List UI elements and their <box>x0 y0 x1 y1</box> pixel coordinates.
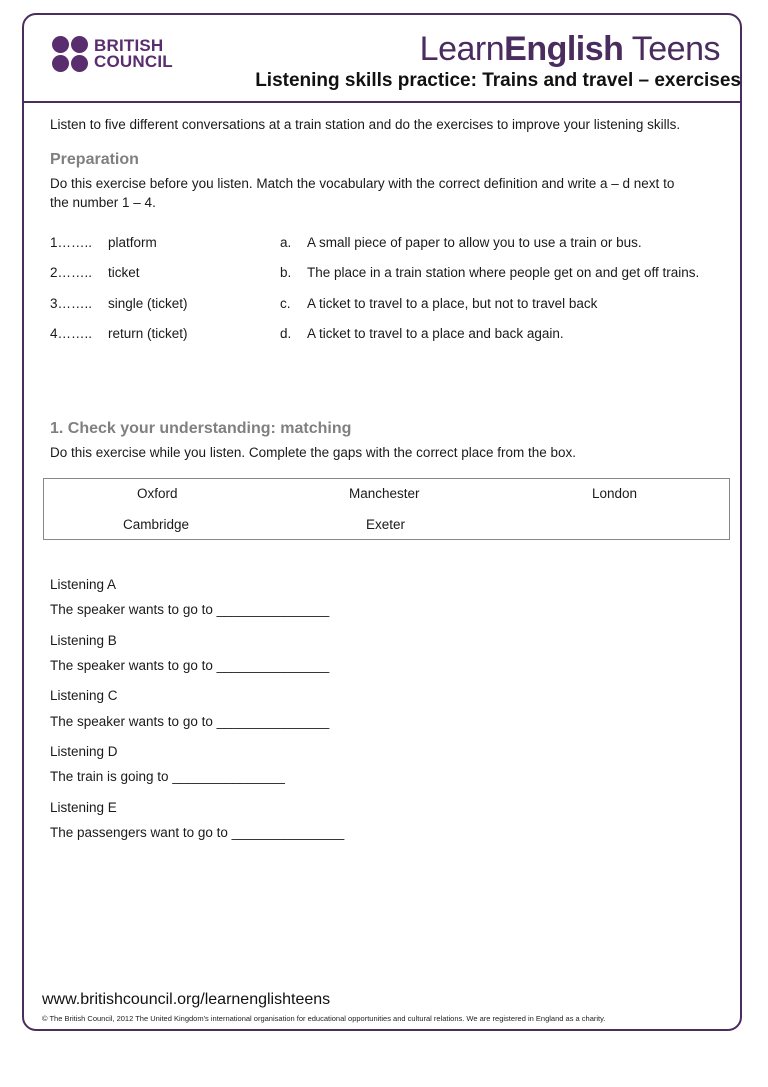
vocab-word: single (ticket) <box>108 296 188 311</box>
question-sentence: The speaker wants to go to _______________ <box>50 602 330 617</box>
exercise1-heading: 1. Check your understanding: matching <box>50 420 352 437</box>
places-box <box>43 478 730 540</box>
definition-text: A small piece of paper to allow you to use a train or bus. <box>307 235 642 250</box>
vocab-row <box>50 265 740 283</box>
place-word: Manchester <box>349 486 420 501</box>
definition-text: A ticket to travel to a place, but not to travel back <box>307 296 598 311</box>
footer-copyright: © The British Council, 2012 The United Kingdom's international organisation for educational opportunities and cultural relations. We are registered in England as a charity. <box>42 1014 606 1023</box>
question-label: Listening B <box>50 633 117 648</box>
vocab-word: ticket <box>108 265 140 280</box>
place-word: Cambridge <box>123 517 190 532</box>
question-label: Listening D <box>50 744 118 759</box>
brand-part3: Teens <box>623 30 720 68</box>
vocab-row <box>50 326 740 344</box>
footer-url[interactable]: www.britishcouncil.org/learnenglishteens <box>42 991 331 1008</box>
vocab-number: 2…….. <box>50 265 93 280</box>
definition-letter: c. <box>280 296 291 311</box>
british-council-logo <box>52 36 173 72</box>
preparation-instruction-1: Do this exercise before you listen. Match the vocabulary with the correct definition and write a – d next to <box>50 176 675 191</box>
question-label: Listening E <box>50 800 117 815</box>
preparation-instruction-2: the number 1 – 4. <box>50 195 156 210</box>
definition-letter: a. <box>280 235 292 250</box>
brand-part2: English <box>504 30 624 68</box>
vocab-number: 1…….. <box>50 235 93 250</box>
exercise1-instruction: Do this exercise while you listen. Complete the gaps with the correct place from the box. <box>50 445 576 460</box>
page-title: Listening skills practice: Trains and travel – exercises <box>255 70 741 91</box>
learnenglish-teens-brand <box>420 30 720 69</box>
place-word: Oxford <box>137 486 178 501</box>
vocab-row <box>50 235 740 253</box>
vocab-row <box>50 296 740 314</box>
question-label: Listening C <box>50 688 118 703</box>
place-word: London <box>592 486 638 501</box>
vocab-number: 4…….. <box>50 326 93 341</box>
vocab-word: return (ticket) <box>108 326 188 341</box>
definition-letter: b. <box>280 265 292 280</box>
vocab-word: platform <box>108 235 157 250</box>
logo-line2: COUNCIL <box>94 52 173 71</box>
question-label: Listening A <box>50 577 117 592</box>
question-sentence: The speaker wants to go to _______________ <box>50 714 330 729</box>
definition-letter: d. <box>280 326 292 341</box>
logo-dots-icon <box>52 36 88 72</box>
question-sentence: The passengers want to go to _______________ <box>50 825 345 840</box>
question-sentence: The speaker wants to go to _______________ <box>50 658 330 673</box>
logo-line1: BRITISH <box>94 36 164 55</box>
preparation-heading: Preparation <box>50 151 139 168</box>
place-word: Exeter <box>366 517 406 532</box>
definition-text: The place in a train station where people get on and get off trains. <box>307 265 700 280</box>
intro-text: Listen to five different conversations at a train station and do the exercises to improve your listening skills. <box>50 117 681 132</box>
header-divider <box>22 101 742 103</box>
brand-part1: Learn <box>419 30 505 68</box>
vocab-number: 3…….. <box>50 296 93 311</box>
definition-text: A ticket to travel to a place and back again. <box>307 326 564 341</box>
question-sentence: The train is going to _______________ <box>50 769 285 784</box>
